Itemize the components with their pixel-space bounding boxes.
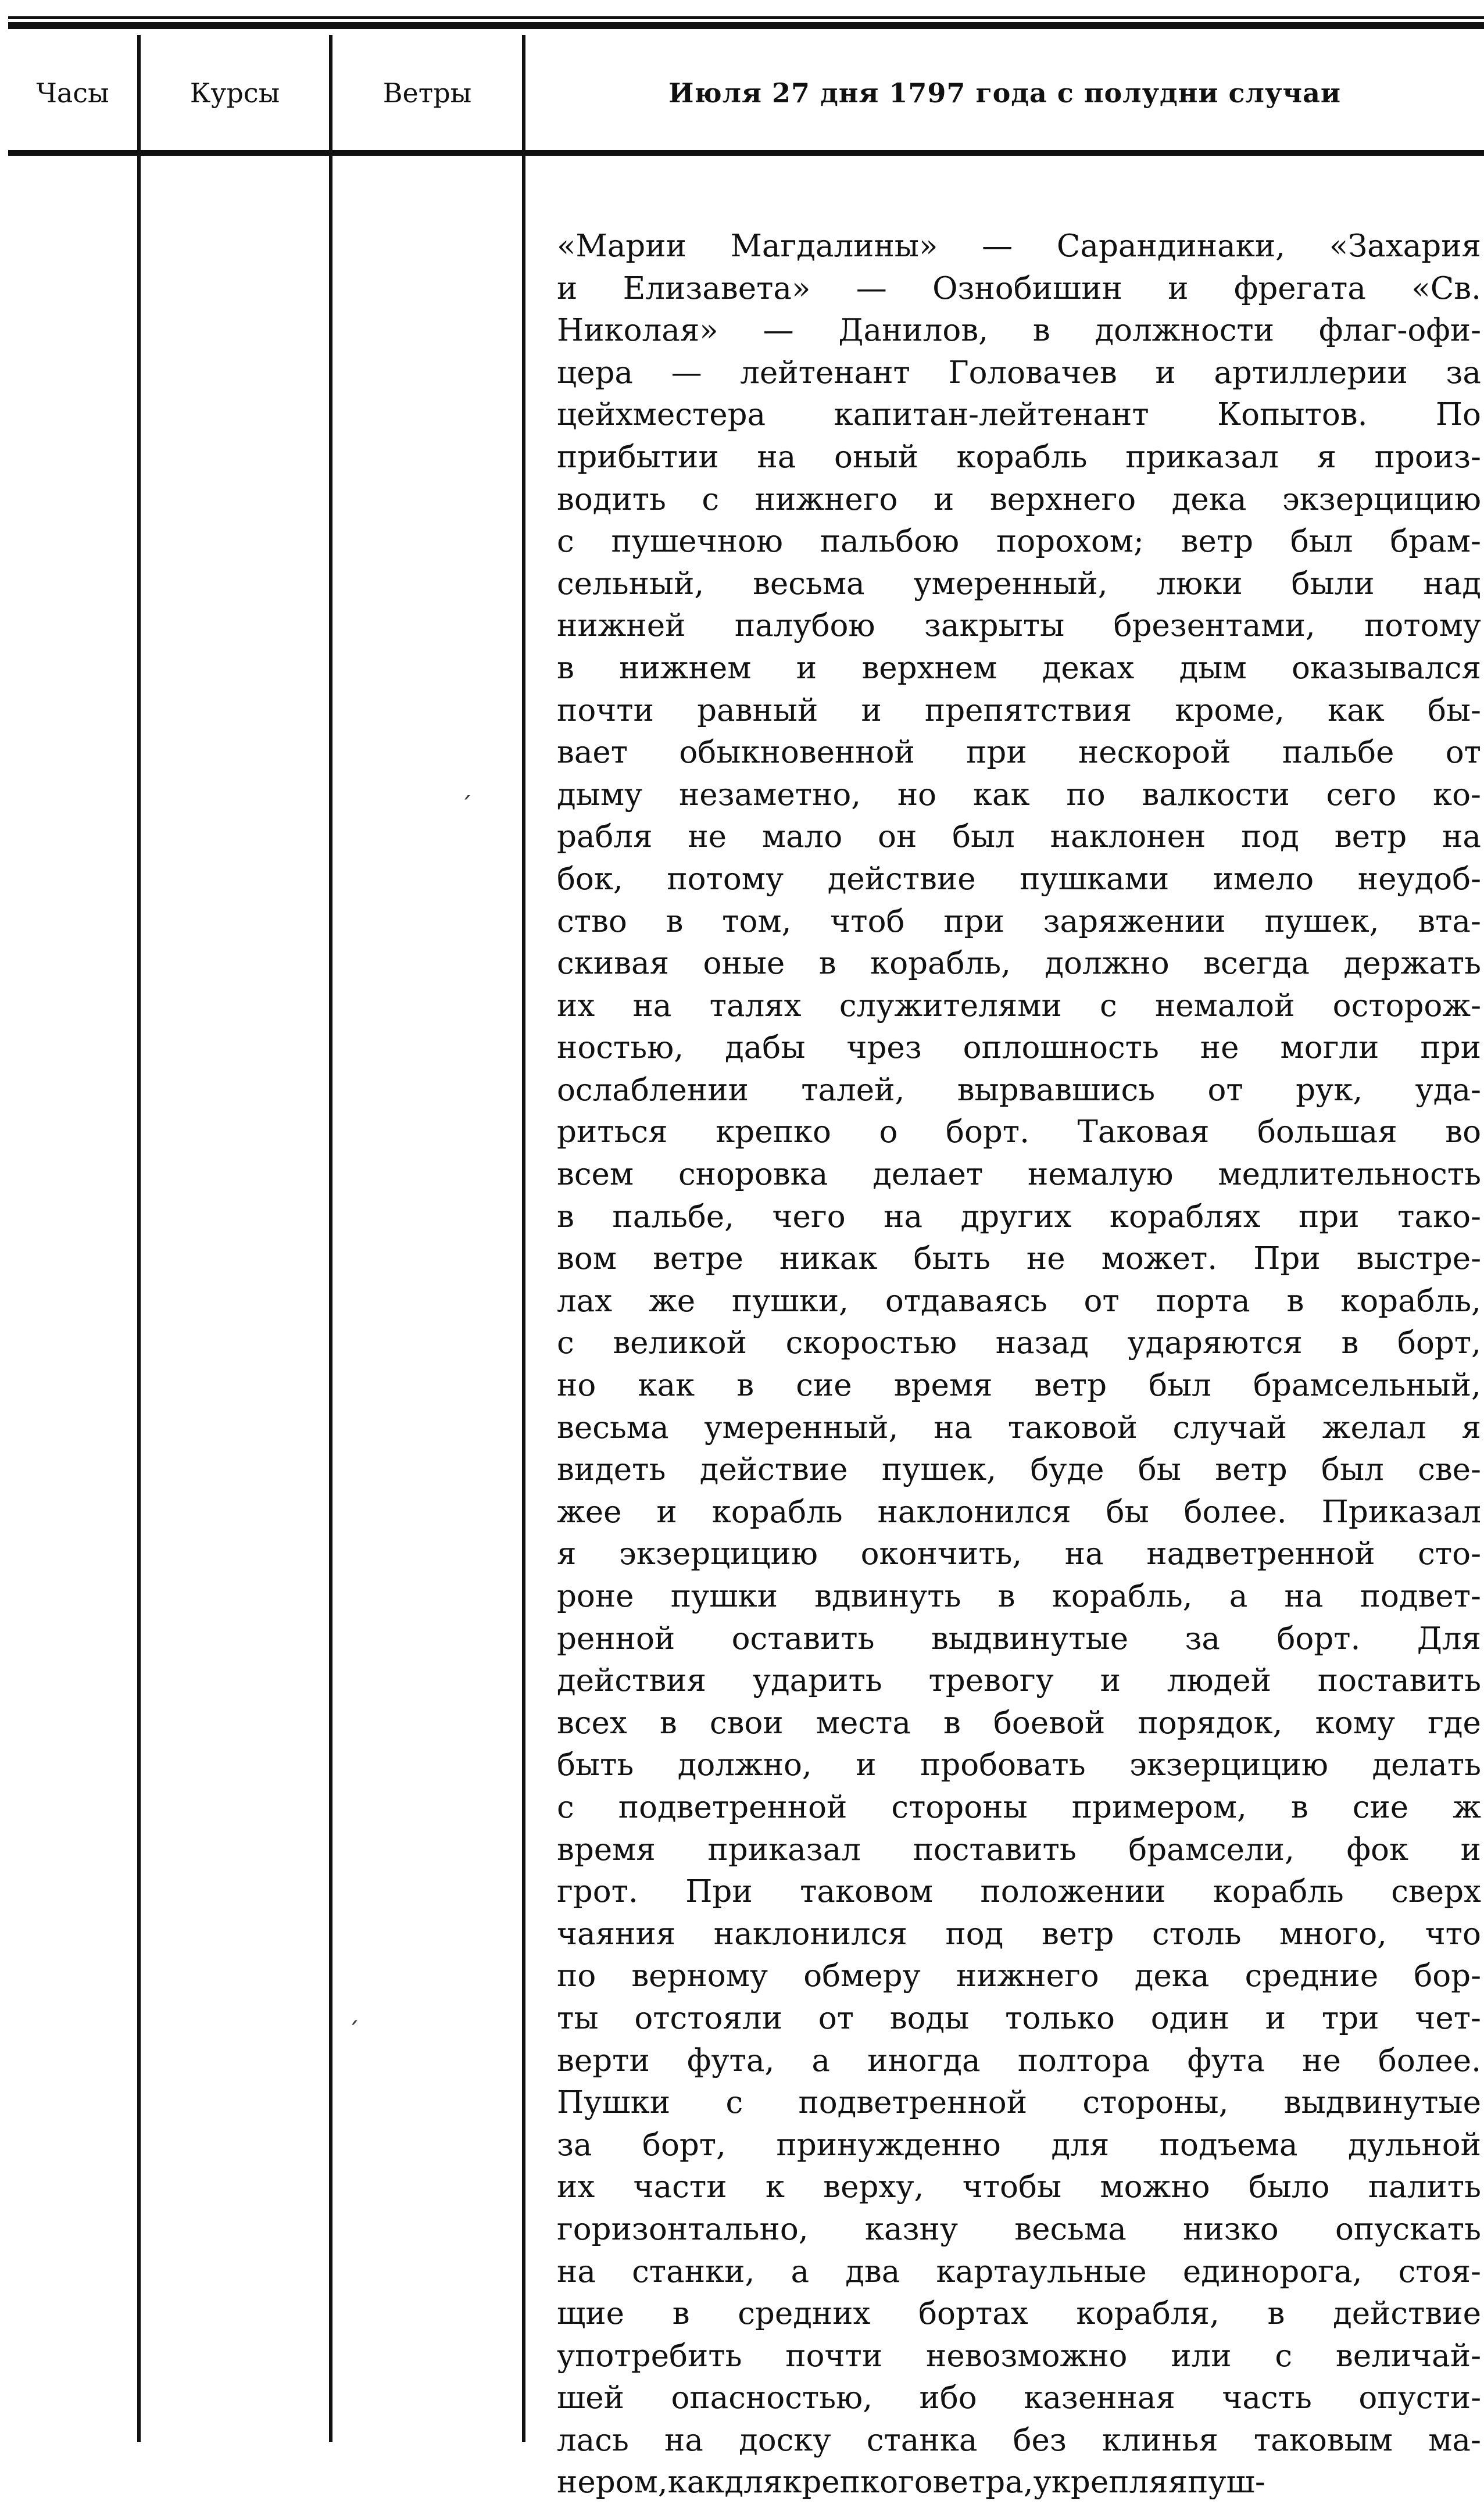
text-line: за борт, принужденно для подъема дульной (557, 2127, 1481, 2163)
column-divider-2 (329, 35, 332, 2442)
text-line: действия ударить тревогу и людей поставить (557, 1663, 1481, 1699)
text-line: я экзерцицию окончить, на надветренной сто- (557, 1536, 1481, 1572)
text-line: жее и корабль наклонился бы более. Приказал (557, 1494, 1481, 1530)
text-line: время приказал поставить брамсели, фок и (557, 1832, 1481, 1868)
text-line: в нижнем и верхнем деках дым оказывался (557, 650, 1481, 686)
column-header-hours: Часы (36, 77, 109, 109)
text-line: лась на доску станка без клинья таковым ма- (557, 2422, 1481, 2458)
text-line: вом ветре никак быть не может. При выстре- (557, 1241, 1481, 1277)
text-line: горизонтально, казну весьма низко опускать (557, 2211, 1481, 2247)
text-line: быть должно, и пробовать экзерцицию делать (557, 1747, 1481, 1783)
text-line: Пушки с подветренной стороны, выдвинутые (557, 2085, 1481, 2121)
header-bottom-rule (8, 150, 1484, 156)
text-line: Николая» — Данилов, в должности флаг-офи- (557, 313, 1481, 349)
text-line: видеть действие пушек, буде бы ветр был све- (557, 1452, 1481, 1488)
text-line: с пушечною пальбою порохом; ветр был брам- (557, 524, 1481, 560)
text-line: и Елизавета» — Ознобишин и фрегата «Св. (557, 270, 1481, 306)
text-line: нером, как для крепкого ветра, укрепляя пуш- (557, 2464, 1265, 2501)
text-line: ностью, дабы чрез оплошность не могли при (557, 1030, 1481, 1066)
text-line: чаяния наклонился под ветр столь много, что (557, 1916, 1481, 1952)
text-line: водить с нижнего и верхнего дека экзерцицию (557, 481, 1481, 517)
text-line: ослаблении талей, вырвавшись от рук, уда- (557, 1072, 1481, 1108)
text-line: щие в средних бортах корабля, в действие (557, 2296, 1481, 2332)
text-line: рабля не мало он был наклонен под ветр на (557, 819, 1481, 855)
text-line: всем сноровка делает немалую медлительность (557, 1157, 1481, 1193)
log-entry-text (557, 226, 1481, 2504)
text-line: по верному обмеру нижнего дека средние бор- (557, 1958, 1481, 1994)
column-divider-1 (137, 35, 141, 2442)
text-line: их на талях служителями с немалой осторож- (557, 988, 1481, 1024)
column-header-events: Июля 27 дня 1797 года с полудни случаи (668, 77, 1341, 109)
text-line: ренной оставить выдвинутые за борт. Для (557, 1621, 1481, 1657)
text-line: скивая оные в корабль, должно всегда держать (557, 946, 1481, 982)
text-line: прибытии на оный корабль приказал я произ- (557, 439, 1481, 475)
text-line: вает обыкновенной при нескорой пальбе от (557, 735, 1481, 771)
column-divider-3 (522, 35, 525, 2442)
text-line: на станки, а два картаульные единорога, стоя- (557, 2253, 1481, 2290)
text-line: шей опасностью, ибо казенная часть опусти- (557, 2380, 1481, 2416)
text-line: бок, потому действие пушками имело неудоб- (557, 861, 1481, 897)
text-line: грот. При таковом положении корабль сверх (557, 1874, 1481, 1910)
column-header-courses: Курсы (189, 77, 280, 109)
text-line: в пальбе, чего на других кораблях при тако- (557, 1199, 1481, 1235)
text-line: ство в том, чтоб при заряжении пушек, вта- (557, 903, 1481, 939)
text-line: лах же пушки, отдаваясь от порта в корабль, (557, 1283, 1481, 1319)
text-line: всех в свои места в боевой порядок, кому где (557, 1705, 1481, 1741)
text-line: употребить почти невозможно или с величай- (557, 2338, 1481, 2374)
text-line: цейхместера капитан-лейтенант Копытов. По (557, 397, 1481, 433)
column-header-winds: Ветры (382, 77, 472, 109)
text-line: весьма умеренный, на таковой случай желал я (557, 1410, 1481, 1446)
stray-mark: ˏ (460, 773, 472, 800)
top-rule-thick (8, 22, 1484, 29)
text-line: с великой скоростью назад ударяются в борт, (557, 1325, 1481, 1361)
text-line: риться крепко о борт. Таковая большая во (557, 1114, 1481, 1150)
text-line: цера — лейтенант Головачев и артиллерии за (557, 355, 1481, 391)
text-line: но как в сие время ветр был брамсельный, (557, 1368, 1481, 1404)
text-line: верти фута, а иногда полтора фута не более. (557, 2042, 1481, 2079)
text-line: их части к верху, чтобы можно было палить (557, 2169, 1481, 2205)
text-line: роне пушки вдвинуть в корабль, а на подвет- (557, 1579, 1481, 1614)
text-line: ты отстояли от воды только один и три чет- (557, 2000, 1481, 2036)
text-line: дыму незаметно, но как по валкости сего ко- (557, 777, 1481, 813)
text-line: с подветренной стороны примером, в сие ж (557, 1789, 1481, 1825)
stray-mark: ˏ (348, 1998, 359, 2025)
text-line: нижней палубою закрыты брезентами, потому (557, 608, 1481, 644)
text-line: почти равный и препятствия кроме, как бы- (557, 692, 1481, 728)
text-line: «Марии Магдалины» — Сарандинаки, «Захария (557, 228, 1481, 264)
text-line: сельный, весьма умеренный, люки были над (557, 566, 1481, 602)
top-rule-thin (8, 16, 1484, 19)
